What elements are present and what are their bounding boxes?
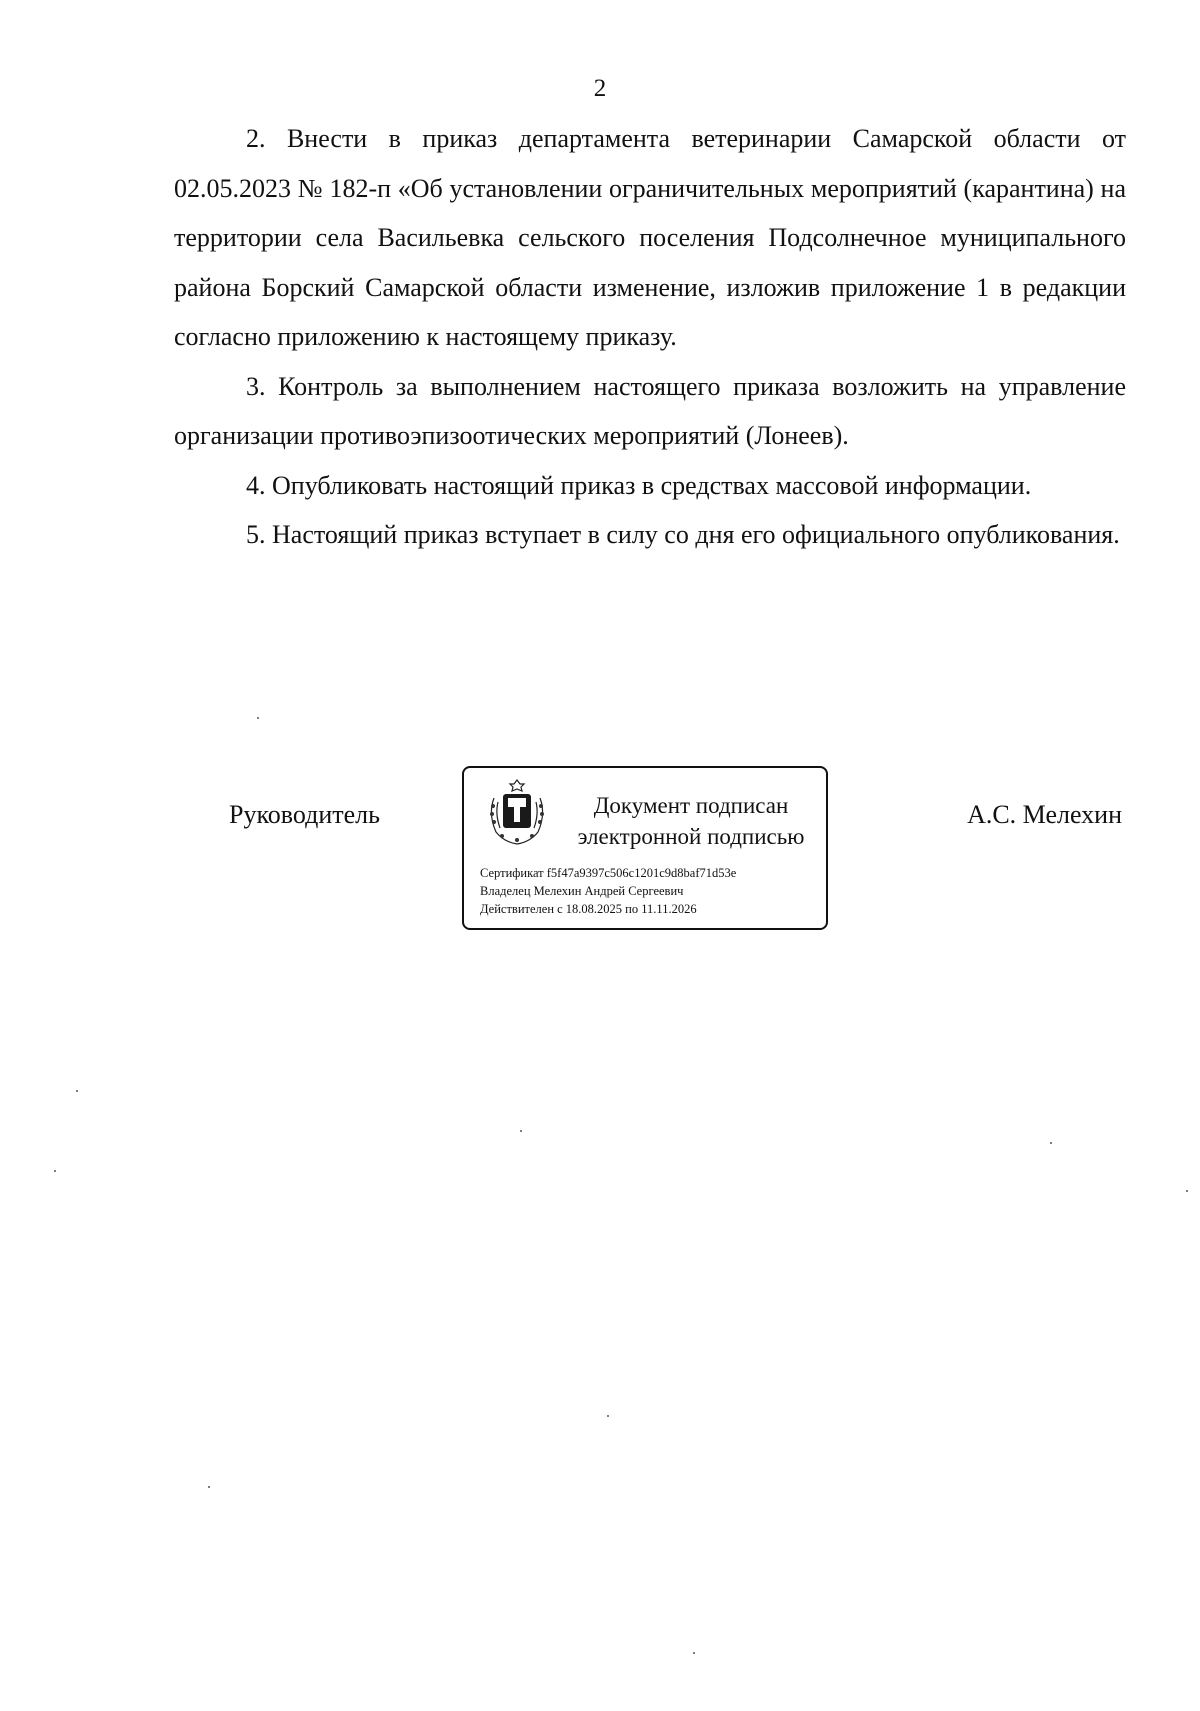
coat-of-arms-icon: [484, 776, 550, 846]
scan-speck: [76, 1090, 78, 1092]
scan-speck: [693, 1652, 695, 1654]
stamp-owner: Владелец Мелехин Андрей Сергеевич: [480, 884, 684, 898]
scan-speck: [257, 717, 259, 719]
document-body: [174, 114, 1126, 560]
signer-position: Руководитель: [229, 800, 380, 829]
paragraph-3: 3. Контроль за выполнением настоящего приказа возложить на управление организации противоэпизоотических мероприятий (Лонеев).: [174, 371, 1126, 450]
stamp-validity: Действителен с 18.08.2025 по 11.11.2026: [480, 902, 697, 916]
paragraph-2: 2. Внести в приказ департамента ветеринарии Самарской области от 02.05.2023 № 182-п «Об установлении ограничительных мероприятий (карантина) на территории села Васильевка сельского поселения Подсолнечное муниципального района Борский Самарской области изменение, изложив приложение 1 в редакции согласно приложению к настоящему приказу.: [174, 124, 1126, 351]
scan-speck: [1186, 1190, 1188, 1192]
scan-speck: [54, 1170, 56, 1172]
stamp-title-line1: Документ подписан: [593, 793, 789, 818]
stamp-certificate: Сертификат f5f47a9397c506c1201c9d8baf71d53e: [480, 866, 737, 880]
signature-block: [0, 760, 1200, 940]
electronic-signature-stamp: [462, 766, 828, 930]
stamp-details: [480, 864, 820, 918]
stamp-title-line2: электронной подписью: [577, 824, 805, 849]
scan-speck: [520, 1130, 522, 1132]
scan-speck: [208, 1486, 210, 1488]
stamp-title: [560, 790, 822, 852]
page-number: 2: [593, 75, 607, 102]
scan-speck: [1050, 1142, 1052, 1144]
signer-name: А.С. Мелехин: [967, 800, 1122, 829]
scan-speck: [607, 1415, 609, 1417]
paragraph-5: 5. Настоящий приказ вступает в силу со дня его официального опубликования.: [246, 520, 1120, 549]
paragraph-4: 4. Опубликовать настоящий приказ в средствах массовой информации.: [246, 470, 1032, 500]
